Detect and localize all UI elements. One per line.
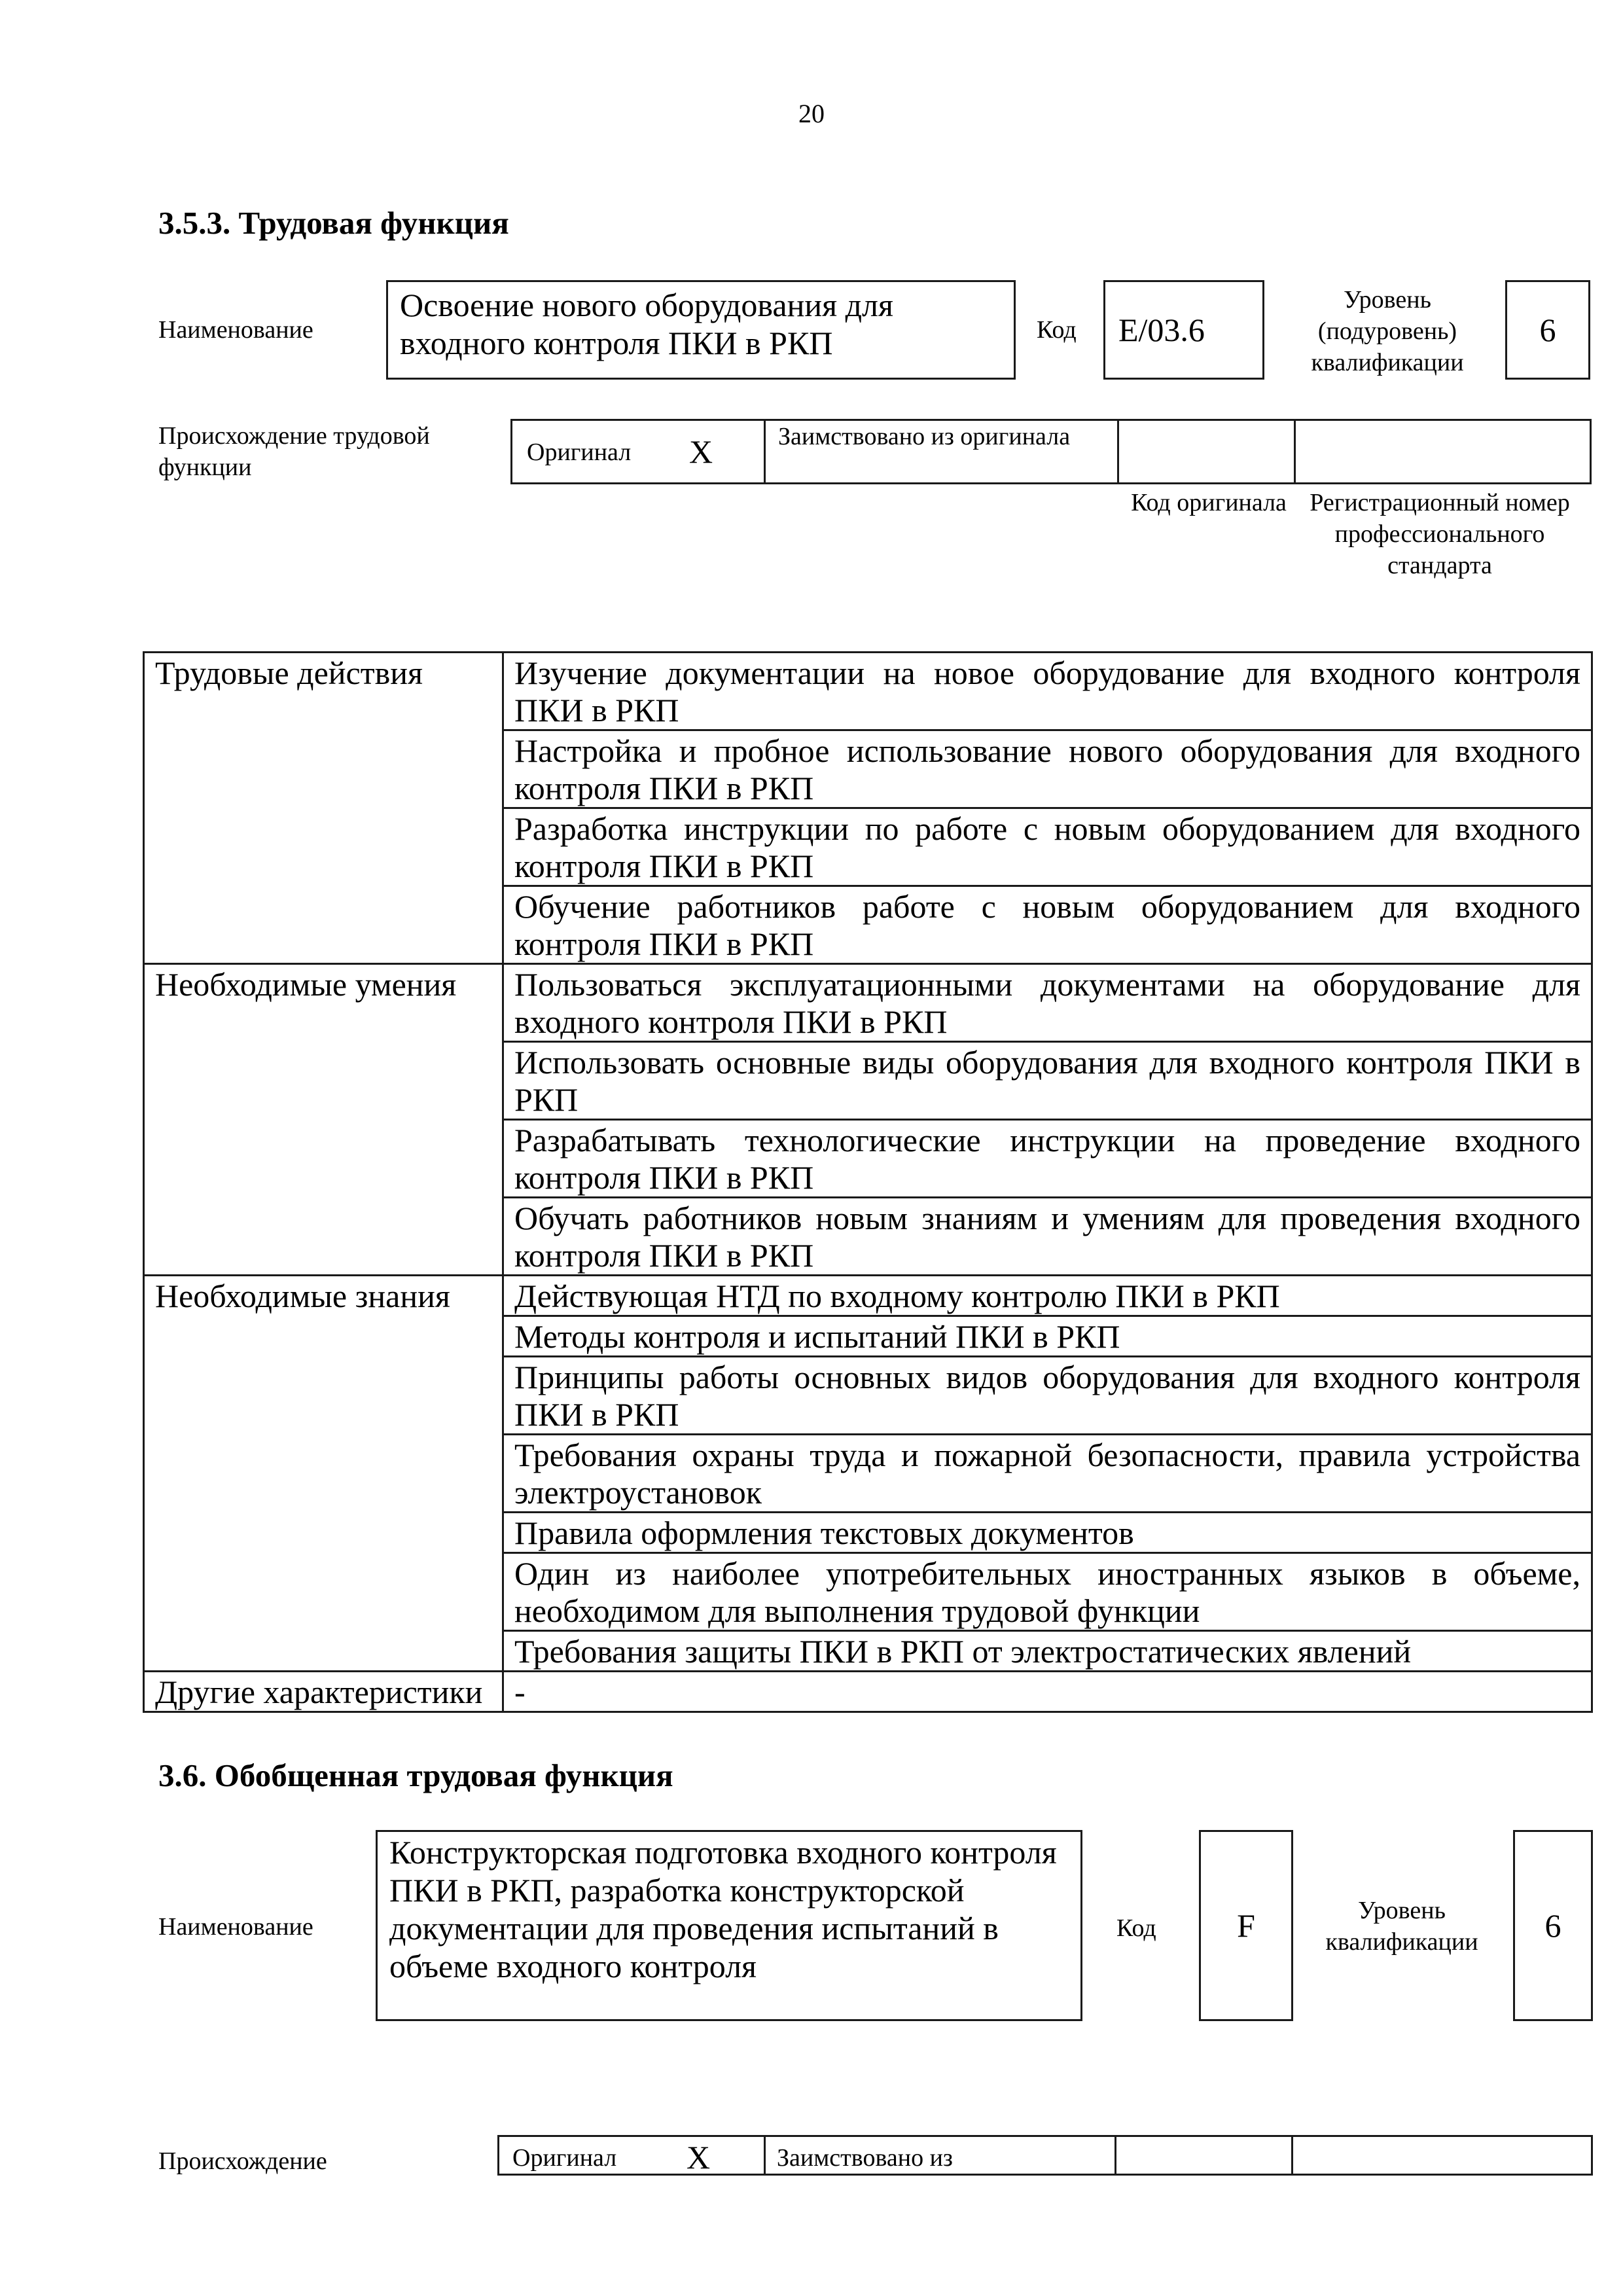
group-label: Необходимые умения	[144, 964, 503, 1276]
level-label-2: Уровень квалификации	[1325, 1897, 1478, 1956]
origin-table	[510, 419, 1592, 484]
table-cell: Принципы работы основных видов оборудования для входного контроля ПКИ в РКП	[503, 1357, 1592, 1435]
table-cell: Один из наиболее употребительных иностранных языков в объеме, необходимом для выполнения трудовой функции	[503, 1553, 1592, 1631]
code-original-caption: Код оригинала	[1131, 489, 1287, 516]
code-label-2: Код	[1116, 1914, 1156, 1942]
original-mark: X	[689, 433, 713, 470]
code-value-2: F	[1237, 1907, 1255, 1944]
original-label: Оригинал	[527, 439, 632, 466]
table-cell: Пользоваться эксплуатационными документами на оборудование для входного контроля ПКИ в РКП	[503, 964, 1592, 1042]
page-number: 20	[798, 99, 825, 128]
origin-label-2: Происхождение	[158, 2147, 327, 2175]
table-cell: Разработка инструкции по работе с новым оборудованием для входного контроля ПКИ в РКП	[503, 808, 1592, 886]
table-cell: Методы контроля и испытаний ПКИ в РКП	[503, 1316, 1592, 1357]
function-name-box	[386, 280, 1016, 380]
section-heading: 3.5.3. Трудовая функция	[158, 205, 509, 241]
general-function-name-box	[376, 1830, 1082, 2021]
table-cell: Настройка и пробное использование нового оборудования для входного контроля ПКИ в РКП	[503, 730, 1592, 808]
table-cell: Изучение документации на новое оборудование для входного контроля ПКИ в РКП	[503, 653, 1592, 730]
table-row	[144, 964, 1592, 1042]
borrowed-label-2: Заимствовано из	[777, 2144, 953, 2172]
level-value: 6	[1539, 312, 1556, 348]
table-cell: Разрабатывать технологические инструкции на проведение входного контроля ПКИ в РКП	[503, 1120, 1592, 1198]
table-cell: Требования охраны труда и пожарной безопасности, правила устройства электроустановок	[503, 1435, 1592, 1513]
general-function-name-value: Конструкторская подготовка входного контроля ПКИ в РКП, разработка конструкторской документации для проведения испытаний в объеме входного контроля	[389, 1834, 1057, 1984]
group-label: Трудовые действия	[144, 653, 503, 964]
code-box	[1103, 280, 1264, 380]
original-mark-2: X	[687, 2139, 711, 2176]
name-label: Наименование	[158, 316, 313, 344]
table-cell: Использовать основные виды оборудования для входного контроля ПКИ в РКП	[503, 1042, 1592, 1120]
name-label-2: Наименование	[158, 1913, 313, 1941]
level-value-2: 6	[1544, 1907, 1561, 1944]
table-cell: Требования защиты ПКИ в РКП от электростатических явлений	[503, 1631, 1592, 1672]
level-box	[1505, 280, 1590, 380]
table-row	[144, 653, 1592, 730]
code-value: E/03.6	[1118, 312, 1205, 348]
level-box-2	[1513, 1830, 1593, 2021]
borrowed-label: Заимствовано из оригинала	[778, 423, 1071, 450]
table-row	[144, 1672, 1592, 1712]
group-label: Необходимые знания	[144, 1276, 503, 1672]
code-label: Код	[1037, 316, 1077, 344]
table-cell: Обучать работников новым знаниям и умениям для проведения входного контроля ПКИ в РКП	[503, 1198, 1592, 1276]
group-label: Другие характеристики	[144, 1672, 503, 1712]
section-heading-2: 3.6. Обобщенная трудовая функция	[158, 1757, 673, 1793]
original-label-2: Оригинал	[512, 2144, 617, 2172]
origin-label: Происхождение трудовой функции	[158, 422, 430, 481]
table-cell: Действующая НТД по входному контролю ПКИ в РКП	[503, 1276, 1592, 1316]
function-name-value: Освоение нового оборудования для входного контроля ПКИ в РКП	[400, 287, 893, 361]
reg-number-caption: Регистрационный номер профессионального стандарта	[1310, 489, 1570, 579]
level-label: Уровень (подуровень) квалификации	[1311, 286, 1464, 376]
table-row	[144, 1276, 1592, 1316]
code-box-2	[1199, 1830, 1293, 2021]
table-cell: -	[503, 1672, 1592, 1712]
labor-function-table	[143, 651, 1593, 1713]
table-cell: Обучение работников работе с новым оборудованием для входного контроля ПКИ в РКП	[503, 886, 1592, 964]
table-cell: Правила оформления текстовых документов	[503, 1513, 1592, 1553]
origin-table-2	[497, 2135, 1593, 2176]
